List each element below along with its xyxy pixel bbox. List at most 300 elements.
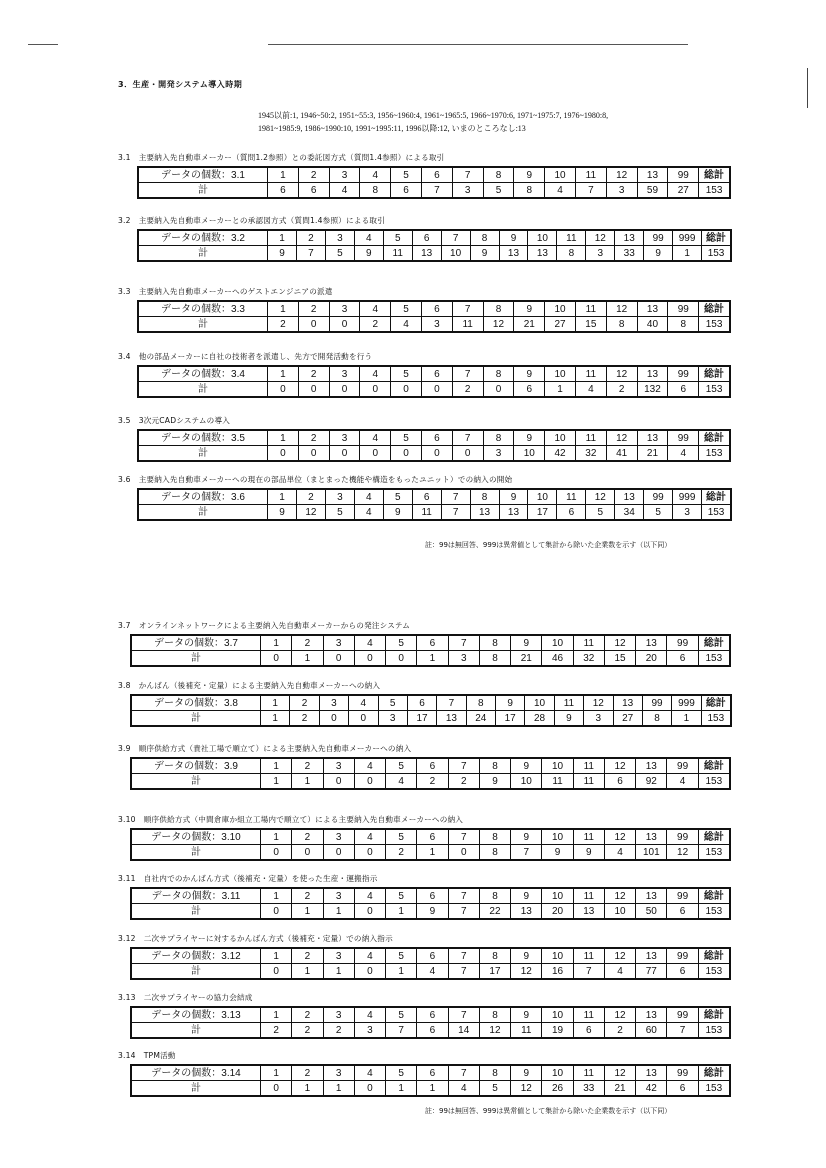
table-section-3-12 — [118, 933, 731, 980]
pivot-table — [130, 634, 731, 667]
count-cell: 0 — [268, 382, 299, 398]
top-rule-right — [268, 44, 688, 45]
header-cell: 999 — [672, 695, 701, 711]
table-section-3-2 — [118, 215, 732, 262]
count-cell: 8 — [557, 246, 586, 262]
count-cell: 21 — [511, 651, 542, 667]
count-cell: 4 — [545, 183, 576, 199]
header-cell: 99 — [644, 489, 673, 505]
header-cell: 8 — [479, 888, 510, 904]
table-number: 3.6 — [118, 475, 131, 484]
count-cell: 1 — [292, 904, 323, 920]
header-cell: 99 — [667, 948, 698, 964]
table-header-row — [131, 695, 731, 711]
header-cell: 10 — [525, 695, 554, 711]
pivot-table — [130, 828, 731, 861]
count-cell: 42 — [545, 446, 576, 462]
header-cell: 5 — [386, 1007, 417, 1023]
header-cell: 2 — [292, 758, 323, 774]
header-label-cell: データの個数：3.4 — [138, 366, 268, 382]
header-cell: 10 — [545, 366, 576, 382]
count-cell: 7 — [667, 1023, 698, 1039]
header-cell: 6 — [417, 1065, 448, 1081]
count-cell: 0 — [329, 317, 360, 333]
count-cell: 4 — [604, 845, 635, 861]
table-number: 3.3 — [118, 287, 131, 296]
table-section-3-9 — [118, 743, 731, 790]
count-cell: 9 — [417, 904, 448, 920]
header-cell: 12 — [604, 888, 635, 904]
header-cell: 8 — [479, 829, 510, 845]
header-cell: 13 — [636, 635, 667, 651]
header-cell: 99 — [668, 430, 699, 446]
count-cell: 4 — [354, 505, 383, 521]
header-cell: 5 — [391, 366, 422, 382]
table-section-3-6 — [118, 474, 732, 521]
table-count-row — [138, 317, 730, 333]
count-cell: 153 — [698, 651, 730, 667]
header-cell: 4 — [360, 430, 391, 446]
count-cell: 0 — [354, 651, 385, 667]
header-cell: 9 — [511, 948, 542, 964]
count-cell: 4 — [329, 183, 360, 199]
count-cell: 3 — [586, 246, 615, 262]
count-cell: 17 — [496, 711, 525, 727]
count-cell: 7 — [421, 183, 452, 199]
header-cell: 9 — [514, 430, 545, 446]
header-cell: 99 — [667, 758, 698, 774]
year-code-legend — [258, 109, 728, 135]
count-cell: 1 — [323, 904, 354, 920]
header-cell: 6 — [417, 829, 448, 845]
header-cell: 2 — [298, 366, 329, 382]
header-cell: 6 — [421, 301, 452, 317]
count-cell: 101 — [636, 845, 667, 861]
count-cell: 1 — [417, 845, 448, 861]
count-cell: 0 — [483, 382, 514, 398]
table-number: 3.9 — [118, 744, 131, 753]
table-number: 3.7 — [118, 621, 131, 630]
count-cell: 2 — [261, 1023, 292, 1039]
table-count-row — [138, 446, 730, 462]
header-cell: 5 — [391, 167, 422, 183]
table-caption — [118, 286, 731, 300]
header-cell: 13 — [615, 230, 644, 246]
header-cell: 99 — [668, 366, 699, 382]
header-cell: 12 — [584, 695, 613, 711]
header-cell: 8 — [466, 695, 495, 711]
table-caption-text: 主要納入先自動車メーカーへのゲストエンジニアの派遣 — [138, 287, 333, 296]
header-label-cell: データの個数：3.6 — [138, 489, 268, 505]
count-cell: 0 — [268, 446, 299, 462]
header-cell: 総計 — [702, 230, 731, 246]
header-cell: 12 — [604, 758, 635, 774]
header-cell: 11 — [573, 635, 604, 651]
pivot-table — [137, 488, 732, 521]
header-cell: 3 — [323, 888, 354, 904]
header-label-cell: データの個数：3.9 — [131, 758, 261, 774]
header-cell: 9 — [496, 695, 525, 711]
count-cell: 153 — [698, 904, 730, 920]
table-section-3-5 — [118, 415, 731, 462]
count-cell: 5 — [586, 505, 615, 521]
table-caption-text: 二次サプライヤーに対するかんばん方式（後補充・定量）での納入指示 — [143, 934, 393, 943]
header-cell: 7 — [448, 829, 479, 845]
count-cell: 3 — [421, 317, 452, 333]
count-cell: 11 — [383, 246, 412, 262]
header-cell: 9 — [511, 1065, 542, 1081]
count-cell: 13 — [499, 246, 528, 262]
header-label-cell: データの個数：3.5 — [138, 430, 268, 446]
header-cell: 12 — [586, 489, 615, 505]
count-cell: 5 — [325, 505, 354, 521]
header-cell: 7 — [441, 489, 470, 505]
count-cell: 40 — [637, 317, 668, 333]
header-cell: 10 — [545, 301, 576, 317]
header-cell: 総計 — [699, 301, 730, 317]
header-cell: 11 — [557, 489, 586, 505]
header-cell: 1 — [261, 888, 292, 904]
header-label-cell: データの個数：3.7 — [131, 635, 261, 651]
count-cell: 12 — [667, 845, 698, 861]
count-cell: 9 — [268, 505, 297, 521]
count-cell: 0 — [261, 904, 292, 920]
count-cell: 15 — [575, 317, 606, 333]
header-cell: 1 — [261, 948, 292, 964]
pivot-table — [137, 166, 731, 199]
header-cell: 13 — [637, 301, 668, 317]
count-cell: 16 — [542, 964, 573, 980]
count-cell: 153 — [699, 382, 730, 398]
header-cell: 8 — [483, 167, 514, 183]
count-cell: 27 — [668, 183, 699, 199]
count-cell: 41 — [606, 446, 637, 462]
table-caption-text: 二次サプライヤーの協力会結成 — [143, 993, 253, 1002]
header-cell: 5 — [386, 1065, 417, 1081]
table-caption-text: 自社内でのかんばん方式（後補充・定量）を使った生産・運搬指示 — [143, 874, 378, 883]
header-cell: 3 — [329, 366, 360, 382]
header-cell: 4 — [354, 888, 385, 904]
header-label-cell: データの個数：3.8 — [131, 695, 261, 711]
count-cell: 3 — [673, 505, 702, 521]
header-cell: 7 — [437, 695, 466, 711]
table-caption — [118, 933, 731, 947]
header-cell: 13 — [636, 758, 667, 774]
header-cell: 8 — [479, 1065, 510, 1081]
count-cell: 24 — [466, 711, 495, 727]
pivot-table — [130, 757, 731, 790]
header-cell: 10 — [545, 167, 576, 183]
count-cell: 17 — [528, 505, 557, 521]
header-cell: 11 — [554, 695, 583, 711]
header-cell: 1 — [261, 758, 292, 774]
count-cell: 4 — [575, 382, 606, 398]
count-cell: 7 — [441, 505, 470, 521]
count-cell: 1 — [323, 1081, 354, 1097]
header-cell: 1 — [268, 167, 299, 183]
table-count-row — [138, 246, 731, 262]
header-cell: 3 — [325, 230, 354, 246]
count-cell: 7 — [296, 246, 325, 262]
header-cell: 11 — [573, 948, 604, 964]
header-cell: 6 — [417, 1007, 448, 1023]
header-cell: 6 — [407, 695, 436, 711]
table-caption — [118, 351, 731, 365]
count-cell: 153 — [699, 183, 730, 199]
table-header-row — [131, 1065, 730, 1081]
table-section-3-7 — [118, 620, 731, 667]
header-cell: 総計 — [699, 366, 730, 382]
pivot-table — [130, 1064, 731, 1097]
table-section-3-10 — [118, 814, 731, 861]
count-cell: 59 — [637, 183, 668, 199]
count-cell: 6 — [604, 774, 635, 790]
count-cell: 12 — [483, 317, 514, 333]
table-header-row — [131, 829, 730, 845]
header-cell: 2 — [296, 230, 325, 246]
header-cell: 13 — [637, 167, 668, 183]
header-cell: 2 — [298, 301, 329, 317]
header-cell: 総計 — [702, 489, 731, 505]
count-cell: 11 — [573, 774, 604, 790]
count-cell: 6 — [268, 183, 299, 199]
table-number: 3.11 — [118, 874, 136, 883]
header-cell: 7 — [441, 230, 470, 246]
count-cell: 17 — [407, 711, 436, 727]
header-cell: 3 — [325, 489, 354, 505]
table-count-row — [138, 382, 730, 398]
count-cell: 4 — [391, 317, 422, 333]
header-cell: 4 — [354, 1065, 385, 1081]
count-cell: 11 — [542, 774, 573, 790]
header-cell: 3 — [329, 167, 360, 183]
header-cell: 13 — [636, 1065, 667, 1081]
count-cell: 26 — [542, 1081, 573, 1097]
header-cell: 9 — [514, 301, 545, 317]
table-count-row — [138, 183, 730, 199]
header-cell: 1 — [261, 829, 292, 845]
table-count-row — [138, 505, 731, 521]
count-cell: 5 — [644, 505, 673, 521]
table-caption-text: 主要納入先自動車メーカーへの現在の部品単位（まとまった機能や構造をもったユニット）での納入の開始 — [138, 475, 513, 484]
header-cell: 総計 — [698, 888, 730, 904]
header-cell: 4 — [360, 301, 391, 317]
table-number: 3.5 — [118, 416, 131, 425]
table-section-3-4 — [118, 351, 731, 398]
count-cell: 153 — [698, 845, 730, 861]
header-cell: 7 — [448, 1007, 479, 1023]
header-cell: 9 — [499, 230, 528, 246]
count-cell: 8 — [642, 711, 671, 727]
count-cell: 1 — [545, 382, 576, 398]
header-cell: 12 — [606, 167, 637, 183]
count-cell: 6 — [667, 1081, 698, 1097]
header-cell: 99 — [667, 888, 698, 904]
count-cell: 0 — [386, 651, 417, 667]
header-cell: 12 — [586, 230, 615, 246]
header-cell: 7 — [452, 301, 483, 317]
count-cell: 3 — [483, 446, 514, 462]
header-cell: 総計 — [698, 1007, 730, 1023]
count-label-cell: 計 — [131, 774, 261, 790]
header-cell: 2 — [290, 695, 319, 711]
count-cell: 13 — [412, 246, 441, 262]
count-label-cell: 計 — [131, 904, 261, 920]
count-cell: 6 — [417, 1023, 448, 1039]
count-cell: 92 — [636, 774, 667, 790]
header-cell: 11 — [573, 888, 604, 904]
table-count-row — [131, 1023, 730, 1039]
table-caption — [118, 992, 731, 1006]
header-cell: 4 — [360, 366, 391, 382]
count-cell: 0 — [261, 845, 292, 861]
table-number: 3.14 — [118, 1051, 136, 1060]
count-cell: 4 — [417, 964, 448, 980]
header-cell: 2 — [298, 430, 329, 446]
count-cell: 0 — [292, 845, 323, 861]
header-cell: 8 — [470, 230, 499, 246]
header-cell: 8 — [483, 366, 514, 382]
header-cell: 999 — [673, 489, 702, 505]
count-cell: 11 — [452, 317, 483, 333]
header-cell: 7 — [452, 430, 483, 446]
table-caption — [118, 415, 731, 429]
table-caption — [118, 680, 732, 694]
header-cell: 3 — [323, 635, 354, 651]
header-cell: 7 — [452, 167, 483, 183]
count-cell: 0 — [329, 382, 360, 398]
header-cell: 4 — [354, 230, 383, 246]
table-caption-text: 順序供給方式（貴社工場で順立て）による主要納入先自動車メーカーへの納入 — [138, 744, 412, 753]
header-cell: 99 — [667, 635, 698, 651]
count-label-cell: 計 — [138, 382, 268, 398]
count-cell: 6 — [557, 505, 586, 521]
header-cell: 6 — [417, 635, 448, 651]
header-cell: 11 — [573, 758, 604, 774]
header-label-cell: データの個数：3.2 — [138, 230, 268, 246]
legend-line-1: 1945以前:1, 1946~50:2, 1951~55:3, 1956~1960:4, 1961~1965:5, 1966~1970:6, 1971~1975:7, 1976~1980:8, — [258, 111, 609, 120]
header-cell: 総計 — [698, 635, 730, 651]
count-cell: 21 — [604, 1081, 635, 1097]
header-cell: 12 — [604, 829, 635, 845]
table-count-row — [131, 964, 730, 980]
table-header-row — [138, 430, 730, 446]
count-cell: 153 — [698, 964, 730, 980]
count-cell: 3 — [452, 183, 483, 199]
count-label-cell: 計 — [138, 183, 268, 199]
count-label-cell: 計 — [131, 651, 261, 667]
header-cell: 99 — [667, 1007, 698, 1023]
footnote-bottom: 註：99は無回答、999は異常値として集計から除いた企業数を示す（以下同） — [425, 1107, 672, 1115]
count-cell: 153 — [699, 446, 730, 462]
header-cell: 11 — [557, 230, 586, 246]
count-cell: 6 — [391, 183, 422, 199]
table-section-3-13 — [118, 992, 731, 1039]
header-cell: 999 — [673, 230, 702, 246]
count-cell: 2 — [606, 382, 637, 398]
count-cell: 3 — [606, 183, 637, 199]
count-cell: 4 — [668, 446, 699, 462]
header-label-cell: データの個数：3.12 — [131, 948, 261, 964]
pivot-table — [130, 1006, 731, 1039]
header-cell: 12 — [606, 301, 637, 317]
table-caption-text: 順序供給方式（中間倉庫か組立工場内で順立て）による主要納入先自動車メーカーへの納入 — [143, 815, 464, 824]
count-label-cell: 計 — [138, 246, 268, 262]
section-title: 3．生産・開発システム導入時期 — [118, 80, 243, 89]
table-section-3-8 — [118, 680, 732, 727]
table-header-row — [131, 888, 730, 904]
count-cell: 2 — [386, 845, 417, 861]
header-cell: 12 — [606, 366, 637, 382]
count-cell: 12 — [479, 1023, 510, 1039]
count-cell: 1 — [292, 964, 323, 980]
count-cell: 2 — [452, 382, 483, 398]
header-cell: 10 — [542, 888, 573, 904]
header-cell: 99 — [668, 301, 699, 317]
count-label-cell: 計 — [131, 1081, 261, 1097]
header-cell: 99 — [644, 230, 673, 246]
table-caption-text: オンラインネットワークによる主要納入先自動車メーカーからの発注システム — [138, 621, 411, 630]
count-cell: 1 — [386, 964, 417, 980]
header-cell: 8 — [470, 489, 499, 505]
table-caption-text: 主要納入先自動車メーカー（質問1.2参照）との委託図方式（質問1.4参照）による取引 — [138, 153, 445, 162]
count-cell: 2 — [360, 317, 391, 333]
count-cell: 9 — [470, 246, 499, 262]
header-cell: 8 — [479, 635, 510, 651]
header-cell: 10 — [542, 1065, 573, 1081]
count-cell: 4 — [386, 774, 417, 790]
table-count-row — [131, 711, 731, 727]
header-cell: 99 — [667, 829, 698, 845]
header-cell: 4 — [354, 948, 385, 964]
count-cell: 0 — [452, 446, 483, 462]
header-cell: 3 — [329, 301, 360, 317]
header-cell: 6 — [412, 489, 441, 505]
count-cell: 33 — [615, 246, 644, 262]
header-cell: 9 — [514, 167, 545, 183]
count-cell: 10 — [441, 246, 470, 262]
header-cell: 13 — [637, 366, 668, 382]
count-cell: 7 — [511, 845, 542, 861]
count-cell: 1 — [292, 651, 323, 667]
table-caption — [118, 620, 731, 634]
header-cell: 13 — [613, 695, 642, 711]
count-cell: 21 — [514, 317, 545, 333]
header-cell: 9 — [511, 758, 542, 774]
count-cell: 0 — [421, 446, 452, 462]
header-cell: 6 — [421, 167, 452, 183]
count-label-cell: 計 — [131, 1023, 261, 1039]
count-cell: 11 — [412, 505, 441, 521]
table-header-row — [131, 948, 730, 964]
count-cell: 0 — [354, 964, 385, 980]
count-cell: 6 — [573, 1023, 604, 1039]
pivot-table — [130, 947, 731, 980]
count-cell: 10 — [511, 774, 542, 790]
count-cell: 50 — [636, 904, 667, 920]
count-cell: 0 — [448, 845, 479, 861]
count-cell: 1 — [323, 964, 354, 980]
header-cell: 5 — [383, 489, 412, 505]
count-cell: 1 — [417, 651, 448, 667]
count-cell: 6 — [514, 382, 545, 398]
count-cell: 1 — [292, 1081, 323, 1097]
table-header-row — [131, 1007, 730, 1023]
header-cell: 11 — [575, 301, 606, 317]
count-label-cell: 計 — [131, 711, 261, 727]
header-cell: 1 — [261, 635, 292, 651]
count-cell: 2 — [268, 317, 299, 333]
